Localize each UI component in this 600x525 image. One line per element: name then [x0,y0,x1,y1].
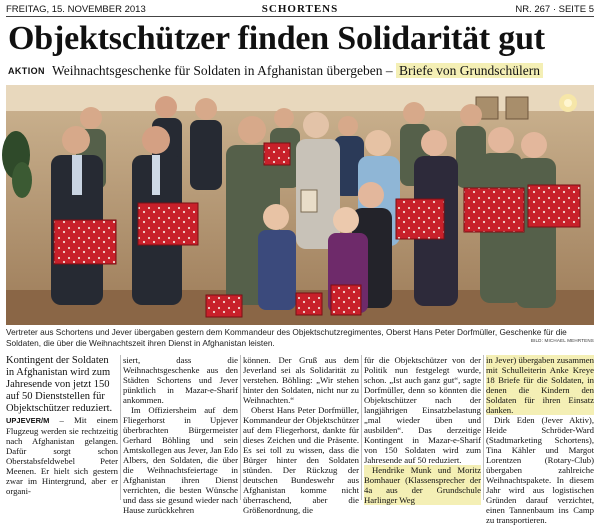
article-paragraph-highlighted: Hendrike Munk und Moritz Bomhauer (Klassensprecher der 4a aus der Grundschule Harlinger Weg [364,465,481,505]
article-paragraph: Dirk Eden (Jever Aktiv), Heide Schröder-Ward (Stadtmarketing Schortens), Tina Kähler und Margot Lorentzen (Rotary-Club) übergaben zahlreiche Weihnachtspakete. In diesem Jahr wird aus logistischen Gründen darauf verzichtet, einen Tannenbaum ins Camp zu transportieren. [486,415,594,525]
article-column-2 [123,355,238,515]
article-lead: Kontingent der Soldaten in Afghanistan wird zum Jahresende von jetzt 150 auf 50 Dienststellen für Objektschützer reduziert. [6,355,113,414]
article-column-1 [6,355,118,496]
article-text: – Mit einem Flugzeug werden sie rechtzeitig nach Afghanistan gelangen. Dafür sorgt schon Oberstabsfeldwebel Peter Meenen. Er hielt sich gestern zwar im Hintergrund, aber er organi- [6,415,118,496]
article-column-3 [243,355,359,515]
group-photo-illustration [6,85,594,325]
article-paragraph: für die Objektschützer von der Politik nun festgelegt wurde, schon. „Ist auch ganz gut“, sagte Dorfmüller, denn so könnten die Objektschützer nach der langjährigen Einsatzbelastung „mal wieder üben und ausbilden“. Das derzeitige Kontingent in Mazar-e-Sharif von 150 Soldaten wird zum Jahresende auf 50 reduziert. [364,355,481,465]
photo-credit: BILD: MICHAEL MEHRTENS [530,338,594,343]
article-subline [8,62,543,80]
page-masthead [6,3,594,17]
article-paragraph: Im Offiziersheim auf dem Fliegerhorst in Upjever überbrachten Bürgermeister Gerhard Böhling und sein Amtskollegen aus Jever, Jan Edo Albers, den Soldaten, die über die Weihnachtsfeiertage in Afghanistan ihren Dienst verrichten, die besten Wünsche und dass sie gesund wieder nach Hause zurückkehren [123,405,238,515]
article-dateline: UPJEVER/M [6,416,50,425]
column-rule [483,355,484,500]
article-paragraph: siert, dass die Weihnachtsgeschenke aus den Städten Schortens und Jever pünktlich in Mazar-e-Sharif ankommen. [123,355,238,405]
photo-caption: Vertreter aus Schortens und Jever übergaben gestern dem Kommandeur des Objektschutzregimentes, Oberst Hans Peter Dorfmüller, Geschenke für die Soldaten, die über die Weihnachtszeit ihren Dienst in Afghanistan leisten. [6,327,567,348]
subline-highlight: Briefe von Grundschülern [396,63,543,78]
article-paragraph: können. Der Gruß aus dem Jeverland sei als Solidarität zu verstehen. Böhling: „Wir stehen hinter den Soldaten, nicht nur zu Weihnachten.“ [243,355,359,405]
section-title: SCHORTENS [261,3,339,15]
article-paragraph-highlighted: in Jever) übergaben zusammen mit Schulleiterin Anke Kreye 18 Briefe für die Soldaten, in denen die Kindern den Soldaten für ihren Einsatz danken. [486,355,594,415]
wall-frame-2 [506,97,528,119]
article-paragraph [6,415,118,496]
issue-date: FREITAG, 15. NOVEMBER 2013 [6,4,146,15]
subline-text: Weihnachtsgeschenke für Soldaten in Afghanistan übergeben – [52,63,393,78]
article-photo [6,85,594,325]
wall-lamp-icon [559,94,577,112]
column-rule [240,355,241,500]
issue-number: NR. 267 · SEITE 5 [515,4,594,15]
column-rule [120,355,121,500]
subline-kicker: AKTION [8,66,45,76]
article-column-4 [364,355,481,505]
article-column-5 [486,355,594,525]
column-rule [361,355,362,500]
article-paragraph: Oberst Hans Peter Dorfmüller, Kommandeur der Objektschützer auf dem Fliegerhorst, dankte für dieses Zeichen und die Präsente. Es sei toll zu wissen, dass die Bürger hinter den Soldaten stünden. Der Rückzug der deutschen Bundeswehr aus Afghanistan komme nicht überraschend, aber die Größenordnung, die [243,405,359,515]
article-headline: Objektschützer finden Solidarität gut [8,20,545,57]
